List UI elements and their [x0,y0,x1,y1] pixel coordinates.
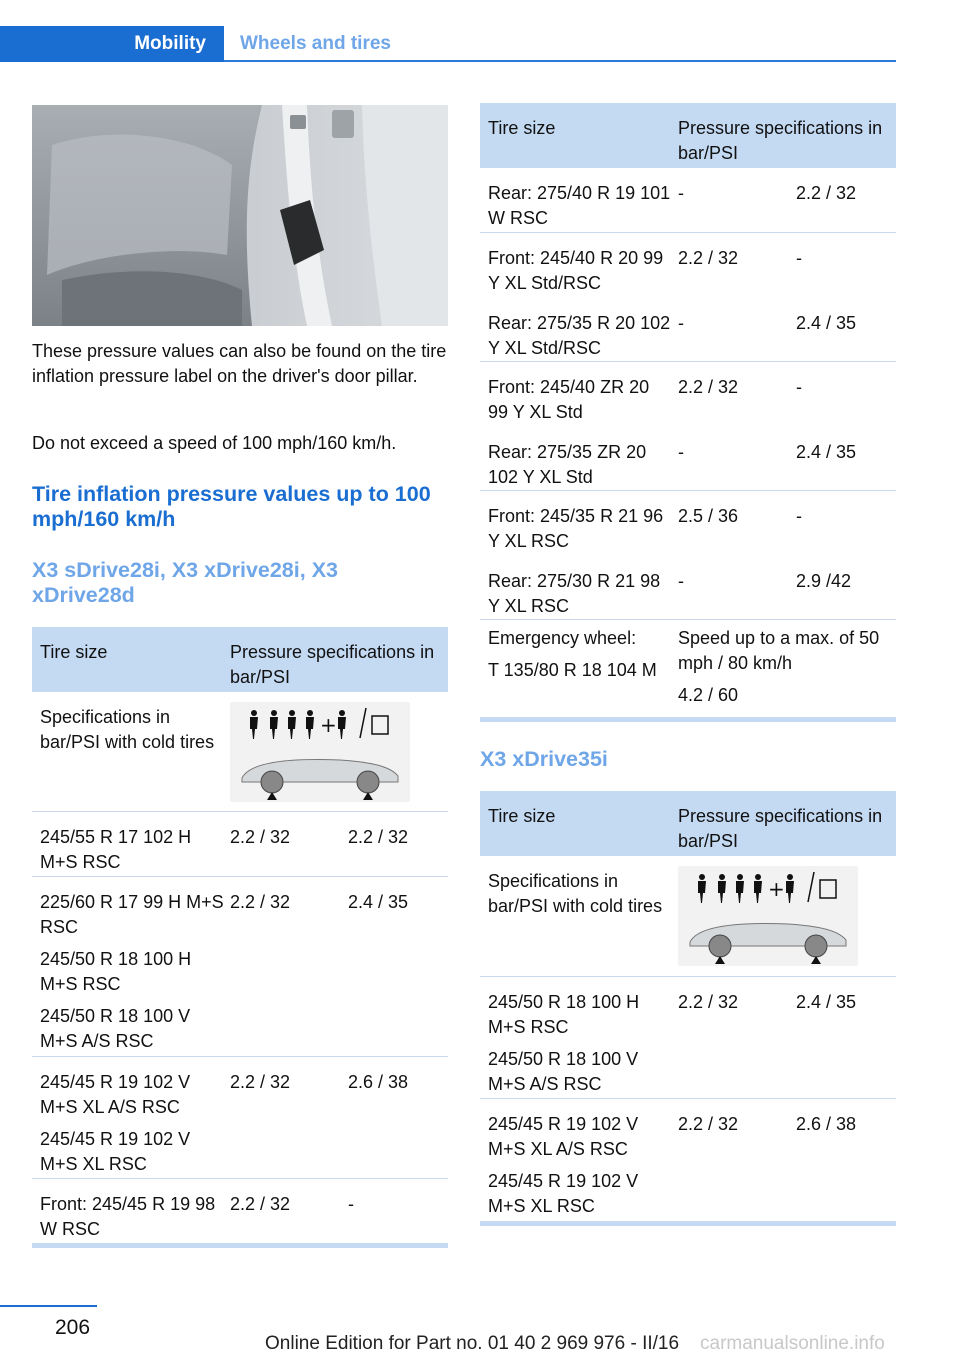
emergency-value: 4.2 / 60 [678,685,739,705]
door-pillar-photo [32,105,448,326]
tire-size [488,1112,672,1226]
front-pressure: 2.2 / 32 [230,1194,291,1214]
col-tire-size: Tire size [40,642,108,662]
tire-size [40,890,224,1061]
tire-size: Rear: 275/35 ZR 20 102 Y XL Std [488,442,647,487]
tire-size-line: 245/45 R 19 102 V M+S XL A/S RSC [40,1072,191,1117]
table-row [480,168,896,233]
tire-size: Rear: 275/35 R 20 102 Y XL Std/RSC [488,313,671,358]
table-row [480,1099,896,1226]
watermark: carmanualsonline.info [700,1333,885,1354]
emergency-wheel [488,626,672,690]
table-row [32,812,448,877]
front-pressure: - [678,183,684,203]
table-header [480,791,896,856]
table-row [480,362,896,427]
tire-size: Rear: 275/30 R 21 98 Y XL RSC [488,571,661,616]
front-pressure: 2.2 / 32 [230,892,291,912]
rear-pressure: 2.6 / 38 [796,1114,857,1134]
subheading-models: X3 sDrive28i, X3 xDrive28i, X3 xDrive28d [32,558,338,607]
front-pressure: - [678,442,684,462]
subsection-tab[interactable]: Wheels and tires [240,33,391,54]
page-number: 206 [55,1316,91,1339]
tire-size-line: 245/50 R 18 100 H M+S RSC [40,949,192,994]
table-header [32,627,448,692]
table-row [480,977,896,1099]
table-row [32,877,448,1057]
table-row [480,556,896,620]
table-row-emergency [480,620,896,722]
rear-pressure: 2.4 / 35 [348,892,409,912]
tire-size-line: 245/50 R 18 100 V M+S A/S RSC [40,1006,191,1051]
table-row [32,1179,448,1248]
tire-size: 245/55 R 17 102 H M+S RSC [40,827,192,872]
front-pressure: 2.2 / 32 [678,1114,739,1134]
rear-pressure: 2.9 /42 [796,571,852,591]
tire-size: Front: 245/35 R 21 96 Y XL RSC [488,506,664,551]
table-header [480,103,896,168]
front-pressure: 2.2 / 32 [678,992,739,1012]
svg-text:+: + [768,877,785,901]
table-row [32,1057,448,1179]
rear-pressure: 2.4 / 35 [796,992,857,1012]
spec-label: Specifications in bar/PSI with cold tires [40,707,215,752]
subheading-xdrive35i: X3 xDrive35i [480,747,608,771]
tire-size-line: 245/45 R 19 102 V M+S XL RSC [488,1171,639,1216]
table-row [480,298,896,362]
tire-size: Front: 245/45 R 19 98 W RSC [40,1194,216,1239]
tire-size: Front: 245/40 ZR 20 99 Y XL Std [488,377,650,422]
load-diagram-icon [678,866,858,966]
pressure-table-1 [32,627,448,1248]
emergency-label: Emergency wheel: [488,628,637,648]
rear-pressure: - [796,248,802,268]
paragraph-label-location: These pressure values can also be found on the tire inflation pressure label on the driver's door pillar. [32,341,447,386]
rear-pressure: 2.2 / 32 [348,827,409,847]
table-row [480,856,896,977]
tire-size [40,1070,224,1184]
rear-pressure: - [796,506,802,526]
tire-size: Front: 245/40 R 20 99 Y XL Std/RSC [488,248,664,293]
rear-pressure: 2.6 / 38 [348,1072,409,1092]
rear-pressure: 2.2 / 32 [796,183,857,203]
tire-size-line: 245/45 R 19 102 V M+S XL RSC [40,1129,191,1174]
load-diagram-icon [230,702,410,802]
edition-note: Online Edition for Part no. 01 40 2 969 976 - II/16 [265,1333,680,1354]
spec-label: Specifications in bar/PSI with cold tires [488,871,663,916]
table-row [480,427,896,491]
header-rule [224,60,896,62]
front-pressure: 2.2 / 32 [678,377,739,397]
front-pressure: 2.2 / 32 [230,1072,291,1092]
table-row [32,692,448,812]
pressure-table-2 [480,103,896,722]
rear-pressure: - [348,1194,354,1214]
tire-size-line: 225/60 R 17 99 H M+S RSC [40,892,224,937]
footer-rule [0,1305,97,1307]
emergency-note: Speed up to a max. of 50 mph / 80 km/h [678,628,880,673]
svg-text:+: + [320,713,337,737]
emergency-pressure [678,626,892,715]
front-pressure: 2.2 / 32 [230,827,291,847]
rear-pressure: 2.4 / 35 [796,442,857,462]
rear-pressure: 2.4 / 35 [796,313,857,333]
tire-size: Rear: 275/40 R 19 101 W RSC [488,183,671,228]
col-pressure: Pressure specifications in bar/PSI [678,118,883,163]
tire-size-line: 245/50 R 18 100 H M+S RSC [488,992,640,1037]
table-row [480,491,896,556]
tire-size-line: 245/45 R 19 102 V M+S XL A/S RSC [488,1114,639,1159]
pressure-table-3 [480,791,896,1226]
section-tab[interactable]: Mobility [0,26,224,62]
front-pressure: 2.5 / 36 [678,506,739,526]
emergency-size: T 135/80 R 18 104 M [488,660,657,680]
col-pressure: Pressure specifications in bar/PSI [230,642,435,687]
page-header [0,26,896,62]
paragraph-speed-limit: Do not exceed a speed of 100 mph/160 km/h. [32,433,397,453]
front-pressure: - [678,571,684,591]
table-row [480,233,896,298]
tire-size [488,990,672,1104]
rear-pressure: - [796,377,802,397]
col-tire-size: Tire size [488,118,556,138]
tire-size-line: 245/50 R 18 100 V M+S A/S RSC [488,1049,639,1094]
front-pressure: 2.2 / 32 [678,248,739,268]
col-pressure: Pressure specifications in bar/PSI [678,806,883,851]
col-tire-size: Tire size [488,806,556,826]
heading-pressure-values: Tire inflation pressure values up to 100 mph/160 km/h [32,482,431,531]
front-pressure: - [678,313,684,333]
